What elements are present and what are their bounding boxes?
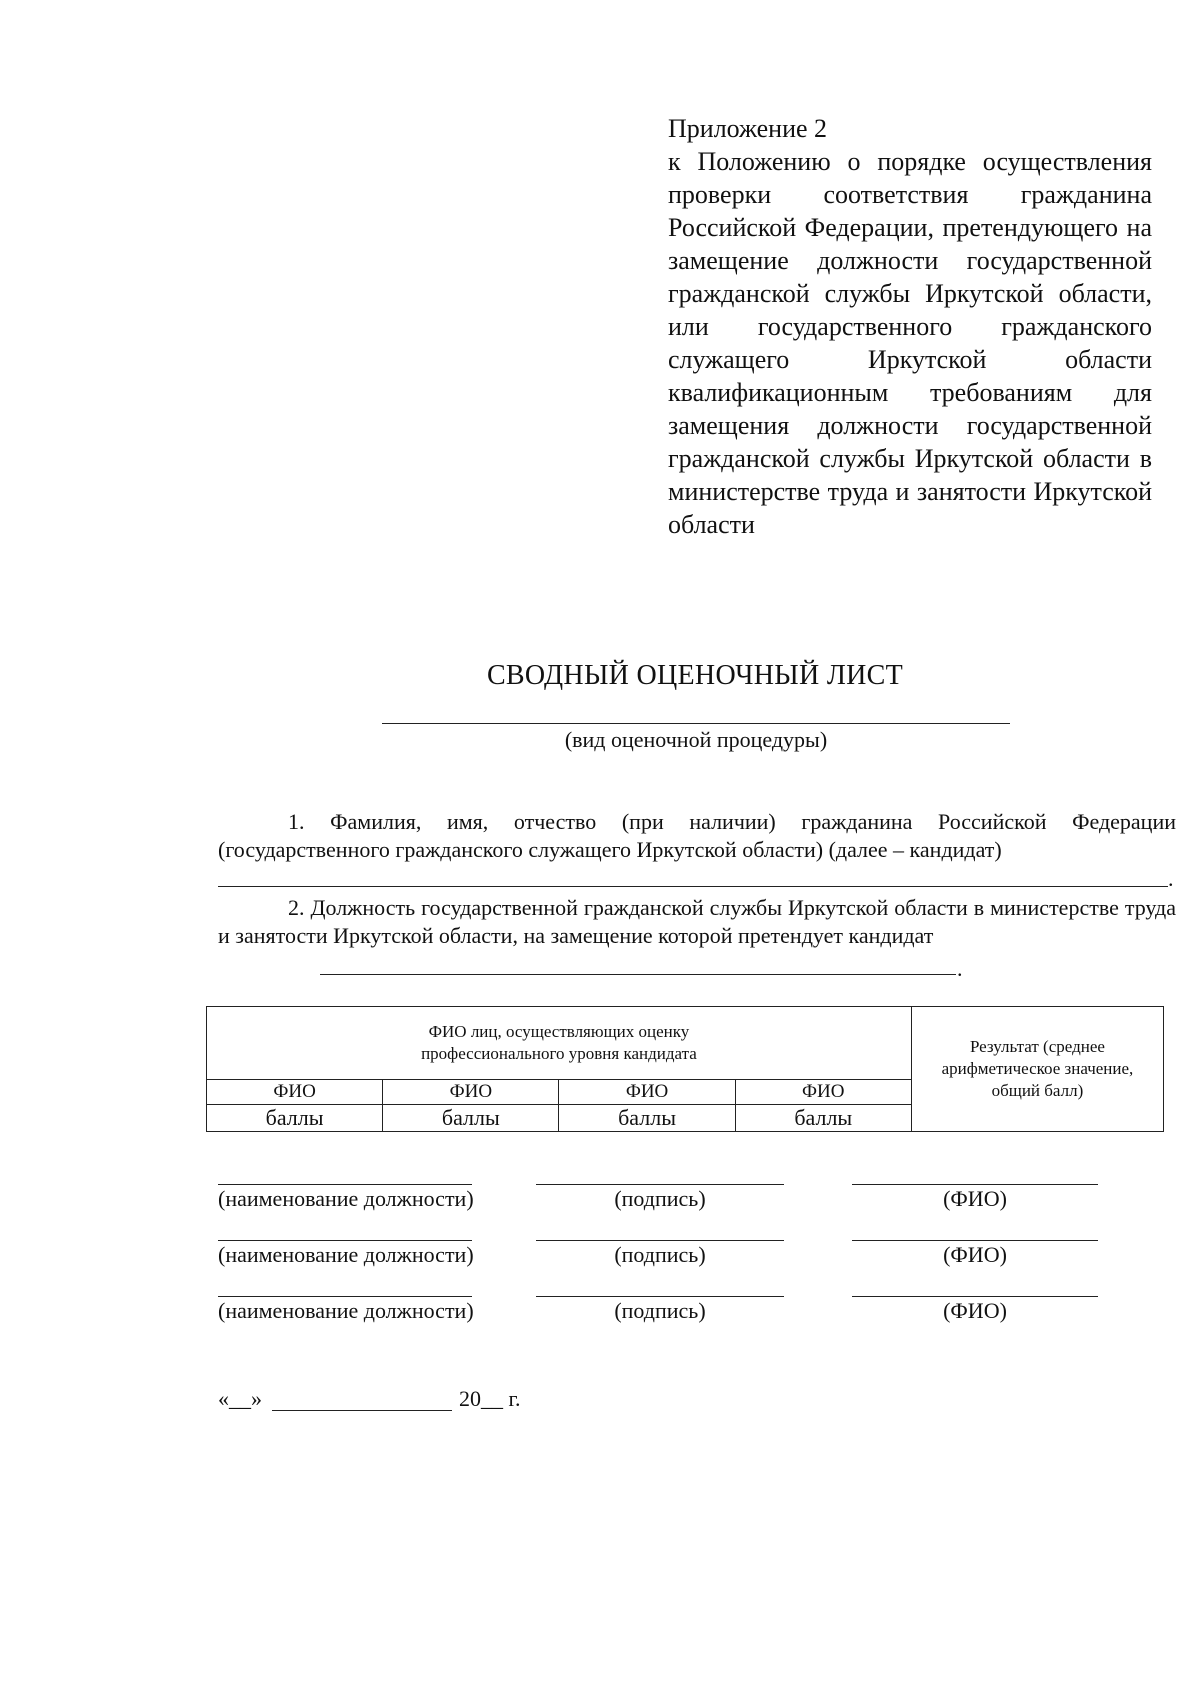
signature-line-position [218,1296,472,1297]
paragraph2-text: 2. Должность государственной гражданской службы Иркутской области в министерстве труда и занятости Иркутской области, на замещение которой претендует кандидат [218,895,1176,948]
signature-position-label: (наименование должности) [218,1298,474,1323]
signature-line-fio [852,1184,1098,1185]
signature-fio-label: (ФИО) [943,1242,1007,1267]
appendix-block [668,112,1152,541]
signature-fio-label: (ФИО) [943,1186,1007,1211]
procedure-caption: (вид оценочной процедуры) [564,727,828,752]
score-table [206,1006,1164,1132]
table-cell-fio: ФИО [383,1080,559,1105]
signature-line-position [218,1240,472,1241]
signature-signature-label: (подпись) [614,1298,706,1323]
table-header-result: Результат (среднее арифметическое значение, общий балл) [911,1007,1163,1132]
appendix-heading: Приложение 2 [668,114,828,143]
signature-line-signature [536,1240,784,1241]
paragraph-position [218,894,1176,950]
date-year: 20__ г. [459,1386,521,1411]
table-cell-score: баллы [559,1105,735,1132]
signature-signature-label: (подпись) [614,1242,706,1267]
table-cell-fio: ФИО [207,1080,383,1105]
date-day: «__» [218,1386,262,1411]
table-cell-fio: ФИО [559,1080,735,1105]
table-cell-score: баллы [207,1105,383,1132]
candidate-name-fill-line [218,886,1168,887]
document-title: СВОДНЫЙ ОЦЕНОЧНЫЙ ЛИСТ [486,660,904,691]
signature-signature-label: (подпись) [614,1186,706,1211]
paragraph1-end: . [1168,866,1174,891]
signature-line-position [218,1184,472,1185]
position-fill-line [320,974,956,975]
table-cell-score: баллы [383,1105,559,1132]
signature-position-label: (наименование должности) [218,1186,474,1211]
appendix-text: к Положению о порядке осуществления проверки соответствия гражданина Российской Федерации, претендующего на замещение должности государственной гражданской службы Иркутской области, или государственного гражданского служащего Иркутской области квалификационным требованиям для замещения должности государственной гражданской службы Иркутской области в министерстве труда и занятости Иркутской области [668,147,1152,539]
procedure-fill-line [382,723,1010,724]
table-cell-score: баллы [735,1105,911,1132]
paragraph1-text: 1. Фамилия, имя, отчество (при наличии) гражданина Российской Федерации (государственного гражданского служащего Иркутской области) (далее – кандидат) [218,809,1176,862]
signature-line-fio [852,1296,1098,1297]
paragraph-candidate-name [218,808,1176,864]
signature-fio-label: (ФИО) [943,1298,1007,1323]
signature-line-signature [536,1296,784,1297]
table-header-evaluators: ФИО лиц, осуществляющих оценку профессионального уровня кандидата [207,1007,912,1080]
date-line [218,1386,521,1412]
signature-line-fio [852,1240,1098,1241]
date-month-fill-line [272,1410,452,1411]
paragraph2-end: . [957,956,963,981]
signature-line-signature [536,1184,784,1185]
signature-position-label: (наименование должности) [218,1242,474,1267]
table-cell-fio: ФИО [735,1080,911,1105]
